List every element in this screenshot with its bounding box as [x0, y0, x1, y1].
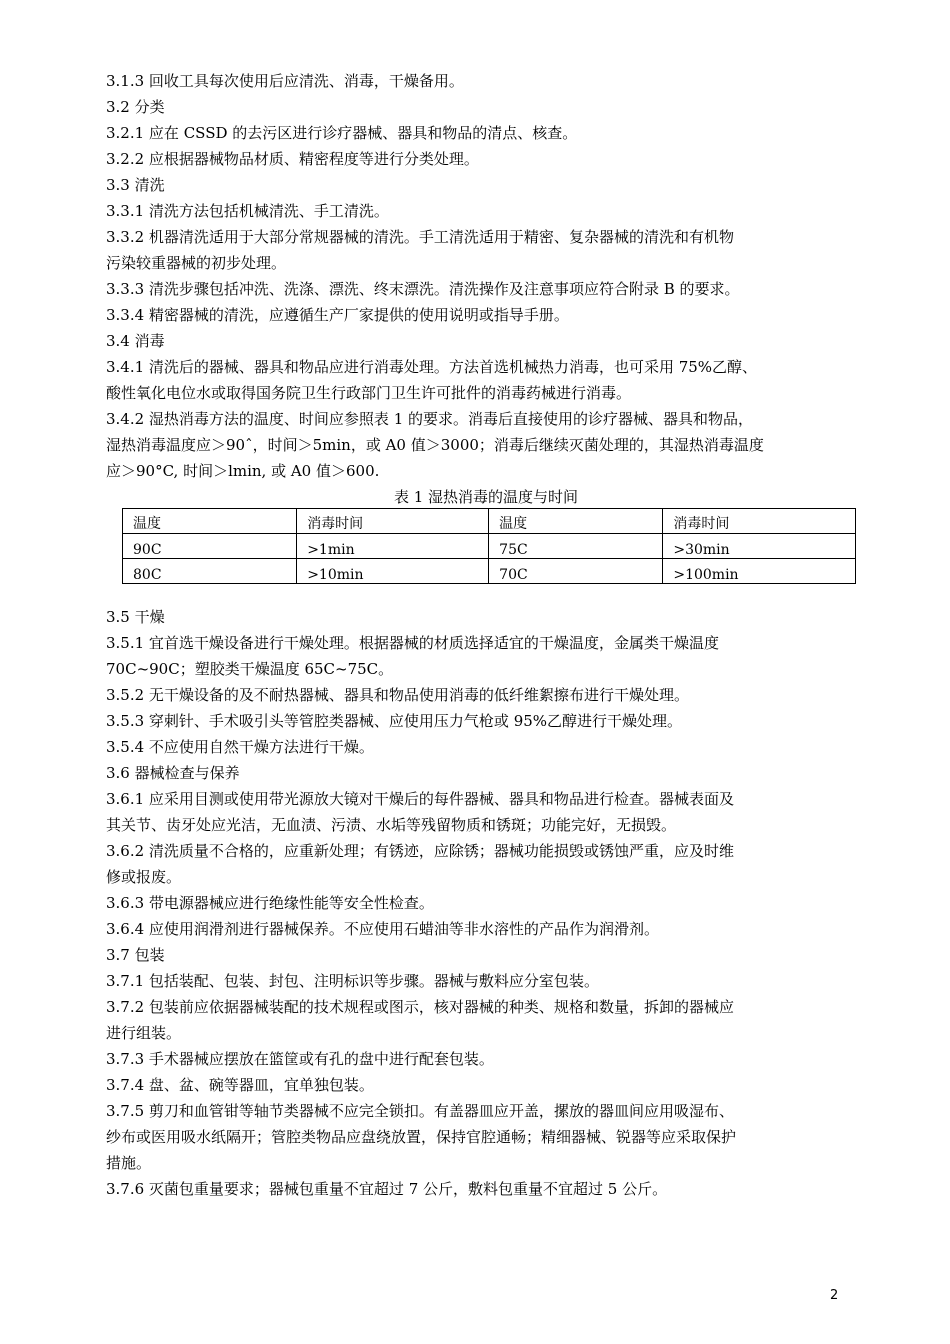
text-line: 3.6.4 应使用润滑剂进行器械保养。不应使用石蜡油等非水溶性的产品作为润滑剂。 — [106, 920, 659, 938]
table-cell: 消毒时间 — [663, 509, 856, 534]
text-line: 3.1.3 回收工具每次使用后应清洗、消毒，干燥备用。 — [106, 72, 464, 90]
text-line: 3.5.1 宜首选干燥设备进行干燥处理。根据器械的材质选择适宜的干燥温度，金属类干燥温度 — [106, 634, 719, 652]
text-line: 纱布或医用吸水纸隔开；管腔类物品应盘绕放置，保持官腔通畅；精细器械、锐器等应采取保护 — [106, 1128, 737, 1146]
text-line: 其关节、齿牙处应光洁，无血渍、污渍、水垢等残留物质和锈斑；功能完好，无损毁。 — [106, 816, 677, 834]
table-cell: 75C — [489, 534, 663, 559]
document-body — [106, 68, 866, 1202]
page-number: 2 — [830, 1288, 839, 1303]
text-line: 修或报废。 — [106, 868, 182, 886]
table-cell: 70C — [489, 559, 663, 584]
table-cell: 消毒时间 — [297, 509, 489, 534]
table-cell: 80C — [123, 559, 297, 584]
text-line: 3.2 分类 — [106, 98, 165, 116]
text-line: 3.2.1 应在 CSSD 的去污区进行诊疗器械、器具和物品的清点、核查。 — [106, 124, 578, 142]
text-line: 3.7.1 包括装配、包装、封包、注明标识等步骤。器械与敷料应分室包装。 — [106, 972, 599, 990]
text-line: 3.3.2 机器清洗适用于大部分常规器械的清洗。手工清洗适用于精密、复杂器械的清洗和有机物 — [106, 228, 734, 246]
text-line: 3.5.2 无干燥设备的及不耐热器械、器具和物品使用消毒的低纤维絮擦布进行干燥处理。 — [106, 686, 689, 704]
table-cell: >10min — [297, 559, 489, 584]
text-line: 70C~90C；塑胶类干燥温度 65C~75C。 — [106, 660, 394, 678]
table-row — [123, 559, 856, 584]
table-caption: 表 1 湿热消毒的温度与时间 — [393, 488, 579, 506]
text-line: 3.2.2 应根据器械物品材质、精密程度等进行分类处理。 — [106, 150, 479, 168]
text-line: 湿热消毒温度应＞90ˆ，时间＞5min，或 A0 值＞3000；消毒后继续灭菌处理的，其湿热消毒温度 — [106, 436, 764, 454]
text-line: 进行组装。 — [106, 1024, 182, 1042]
text-line: 3.7.3 手术器械应摆放在篮筐或有孔的盘中进行配套包装。 — [106, 1050, 494, 1068]
table-cell: >30min — [663, 534, 856, 559]
text-line: 应＞90°C, 时间＞lmin, 或 A0 值＞600. — [106, 462, 380, 480]
text-line: 3.3.1 清洗方法包括机械清洗、手工清洗。 — [106, 202, 389, 220]
text-line: 3.7 包装 — [106, 946, 165, 964]
text-line: 3.5.3 穿刺针、手术吸引头等管腔类器械、应使用压力气枪或 95%乙醇进行干燥处理。 — [106, 712, 683, 730]
disinfection-table — [122, 508, 856, 584]
text-block-bottom — [106, 604, 866, 1202]
text-line: 酸性氧化电位水或取得国务院卫生行政部门卫生许可批件的消毒药械进行消毒。 — [106, 384, 632, 402]
text-line: 3.3.4 精密器械的清洗，应遵循生产厂家提供的使用说明或指导手册。 — [106, 306, 569, 324]
text-block-top — [106, 68, 866, 484]
text-line: 3.3.3 清洗步骤包括冲洗、洗涤、漂洗、终末漂洗。清洗操作及注意事项应符合附录 B 的要求。 — [106, 280, 740, 298]
table-row — [123, 534, 856, 559]
table-cell: 90C — [123, 534, 297, 559]
text-line: 3.4.2 湿热消毒方法的温度、时间应参照表 1 的要求。消毒后直接使用的诊疗器械、器具和物品， — [106, 410, 754, 428]
table-cell: 温度 — [123, 509, 297, 534]
text-line: 3.7.2 包装前应依据器械装配的技术规程或图示，核对器械的种类、规格和数量，拆卸的器械应 — [106, 998, 734, 1016]
text-line: 污染较重器械的初步处理。 — [106, 254, 287, 272]
table-cell: >1min — [297, 534, 489, 559]
text-line: 3.6.3 带电源器械应进行绝缘性能等安全性检查。 — [106, 894, 434, 912]
text-line: 3.6.1 应采用目测或使用带光源放大镜对干燥后的每件器械、器具和物品进行检查。器械表面及 — [106, 790, 734, 808]
table-cell: >100min — [663, 559, 856, 584]
text-line: 3.4.1 清洗后的器械、器具和物品应进行消毒处理。方法首选机械热力消毒，也可采用 75%乙醇、 — [106, 358, 758, 376]
text-line: 3.6 器械检查与保养 — [106, 764, 240, 782]
table-row — [123, 509, 856, 534]
text-line: 措施。 — [106, 1154, 152, 1172]
table-cell: 温度 — [489, 509, 663, 534]
text-line: 3.4 消毒 — [106, 332, 165, 350]
text-line: 3.5 干燥 — [106, 608, 165, 626]
text-line: 3.5.4 不应使用自然干燥方法进行干燥。 — [106, 738, 374, 756]
text-line: 3.7.4 盘、盆、碗等器皿，宜单独包装。 — [106, 1076, 374, 1094]
text-line: 3.6.2 清洗质量不合格的，应重新处理；有锈迹，应除锈；器械功能损毁或锈蚀严重，应及时维 — [106, 842, 734, 860]
text-line: 3.7.5 剪刀和血管钳等轴节类器械不应完全锁扣。有盖器皿应开盖，摞放的器皿间应用吸湿布、 — [106, 1102, 734, 1120]
text-line: 3.3 清洗 — [106, 176, 165, 194]
text-line: 3.7.6 灭菌包重量要求；器械包重量不宜超过 7 公斤，敷料包重量不宜超过 5 公斤。 — [106, 1180, 668, 1198]
